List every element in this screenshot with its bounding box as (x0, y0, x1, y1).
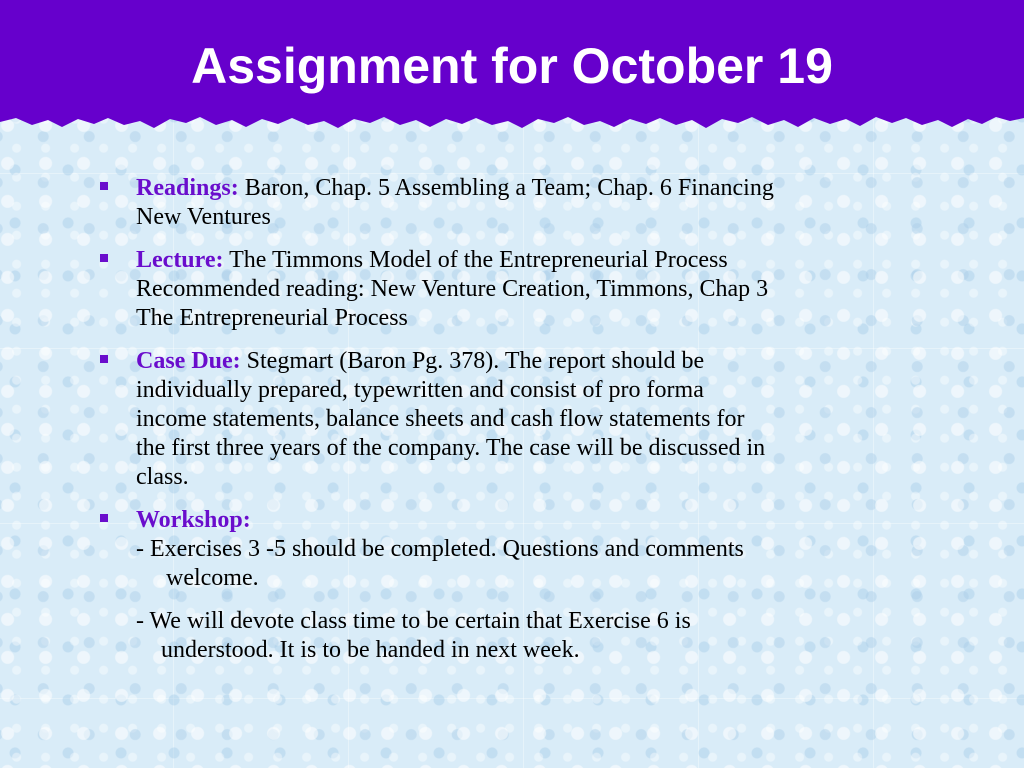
case-due-text-5: class. (136, 464, 189, 490)
readings-label: Readings: (136, 175, 239, 201)
case-due-text-4: the first three years of the company. The case will be discussed in (136, 435, 766, 461)
lecture-label: Lecture: (136, 247, 224, 273)
lecture-line-1 (136, 246, 938, 275)
square-bullet-icon (100, 182, 108, 190)
workshop-sub-item-2-continuation: understood. It is to be handed in next week. (161, 637, 580, 663)
workshop-sub-item-1 (136, 535, 938, 593)
case-due-line-1 (136, 347, 938, 376)
slide-content (98, 174, 938, 679)
readings-text-1: Baron, Chap. 5 Assembling a Team; Chap. 6 Financing (244, 175, 774, 201)
bullet-readings (98, 174, 938, 232)
lecture-text-2: Recommended reading: New Venture Creation, Timmons, Chap 3 (136, 276, 769, 302)
workshop-label: Workshop: (136, 507, 251, 533)
case-due-text-3: income statements, balance sheets and cash flow statements for (136, 406, 745, 432)
case-due-text-2: individually prepared, typewritten and consist of pro forma (136, 377, 704, 403)
bullet-workshop (98, 506, 938, 665)
workshop-sub-item-2-text: - We will devote class time to be certain that Exercise 6 is (136, 608, 691, 634)
slide-title: Assignment for October 19 (191, 38, 833, 94)
square-bullet-icon (100, 355, 108, 363)
workshop-sub-item-1-continuation: welcome. (166, 565, 259, 591)
readings-line-1 (136, 174, 938, 203)
case-due-text-1: Stegmart (Baron Pg. 378). The report should be (246, 348, 705, 374)
case-due-label: Case Due: (136, 348, 241, 374)
title-band (0, 0, 1024, 135)
lecture-text-3: The Entrepreneurial Process (136, 305, 408, 331)
bullet-lecture (98, 246, 938, 333)
workshop-sub-item-2 (136, 607, 938, 665)
bullet-case-due (98, 347, 938, 492)
lecture-text-1: The Timmons Model of the Entrepreneurial Process (229, 247, 728, 273)
square-bullet-icon (100, 514, 108, 522)
square-bullet-icon (100, 254, 108, 262)
workshop-sub-item-1-text: - Exercises 3 -5 should be completed. Questions and comments (136, 536, 744, 562)
readings-text-2: New Ventures (136, 204, 271, 230)
bullet-list (98, 174, 938, 665)
